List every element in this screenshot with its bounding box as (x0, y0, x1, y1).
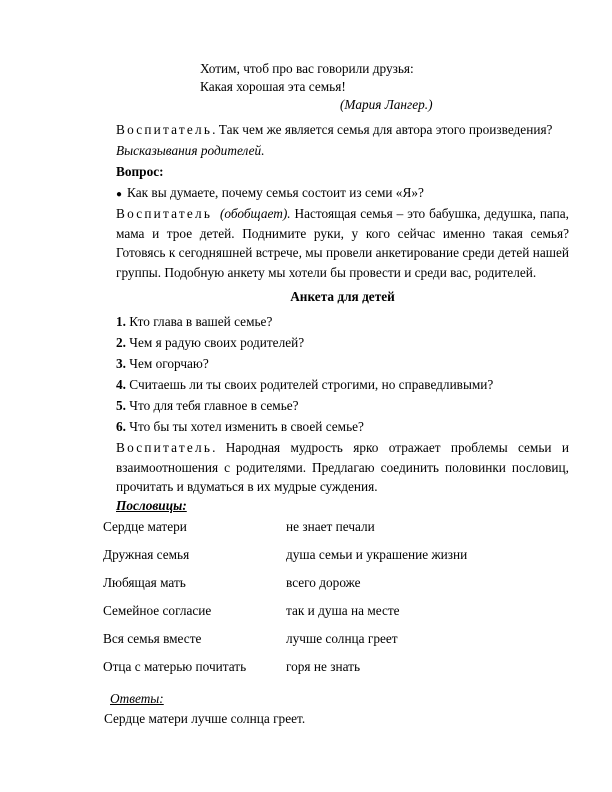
proverb-right: горя не знать (286, 659, 361, 674)
paragraph-1-text: . Так чем же является семья для автора этого произведения? (212, 122, 553, 137)
paragraph-3 (116, 438, 569, 497)
poem-line-1: Хотим, чтоб про вас говорили друзья: (200, 61, 414, 76)
survey-item: 1. Кто глава в вашей семье? (116, 314, 273, 329)
proverbs-heading: Пословицы: (116, 498, 187, 513)
proverb-left: Дружная семья (103, 547, 190, 562)
paragraph-3-text: . Народная мудрость ярко отражает проблемы семьи и взаимоотношения с родителями. Предлагаю соединить половинки пословиц, прочитать и вдуматься в их мудрые суждения. (116, 440, 569, 494)
speaker-label: Воспитатель (116, 122, 213, 137)
proverb-left: Семейное согласие (103, 603, 212, 618)
poem-author: (Мария Лангер.) (340, 97, 433, 112)
paragraph-2 (116, 204, 569, 282)
proverb-left: Любящая мать (103, 575, 186, 590)
paragraph-2-text: Настоящая семья – это бабушка, дедушка, папа, мама и трое детей. Поднимите руки, у кого сейчас именно такая семья? Готовясь к сегодняшней встрече, мы провели анкетирование среди детей нашей группы. Подобную анкету мы хотели бы провести и среди вас, родителей. (116, 206, 570, 280)
proverb-right: не знает печали (286, 519, 375, 534)
survey-title: Анкета для детей (290, 289, 395, 304)
proverb-left: Сердце матери (103, 519, 187, 534)
paragraph-1 (116, 121, 552, 138)
bullet-question (116, 184, 424, 203)
speaker-label: Воспитатель (116, 206, 213, 221)
answers-heading: Ответы: (110, 691, 164, 706)
bullet-question-text: Как вы думаете, почему семья состоит из семи «Я»? (127, 185, 424, 200)
survey-item: 2. Чем я радую своих родителей? (116, 335, 305, 350)
survey-item: 4. Считаешь ли ты своих родителей строгими, но справедливыми? (116, 377, 494, 392)
speaker-remark: (обобщает). (219, 206, 291, 221)
survey-item: 5. Что для тебя главное в семье? (116, 398, 299, 413)
survey-item: 6. Что бы ты хотел изменить в своей семье? (116, 419, 364, 434)
proverb-right: так и душа на месте (286, 603, 400, 618)
proverb-right: душа семьи и украшение жизни (286, 547, 468, 562)
proverb-right: всего дороже (286, 575, 361, 590)
proverb-left: Вся семья вместе (103, 631, 202, 646)
proverb-left: Отца с матерью почитать (103, 659, 247, 674)
bullet-icon: ● (116, 189, 123, 200)
proverb-right: лучше солнца греет (286, 631, 398, 646)
survey-item: 3. Чем огорчаю? (116, 356, 209, 371)
poem-line-2: Какая хорошая эта семья! (200, 79, 346, 94)
question-heading: Вопрос: (116, 164, 164, 179)
answer-line: Сердце матери лучше солнца греет. (104, 711, 306, 726)
parents-statements: Высказывания родителей. (116, 143, 265, 158)
speaker-label: Воспитатель (116, 440, 213, 455)
